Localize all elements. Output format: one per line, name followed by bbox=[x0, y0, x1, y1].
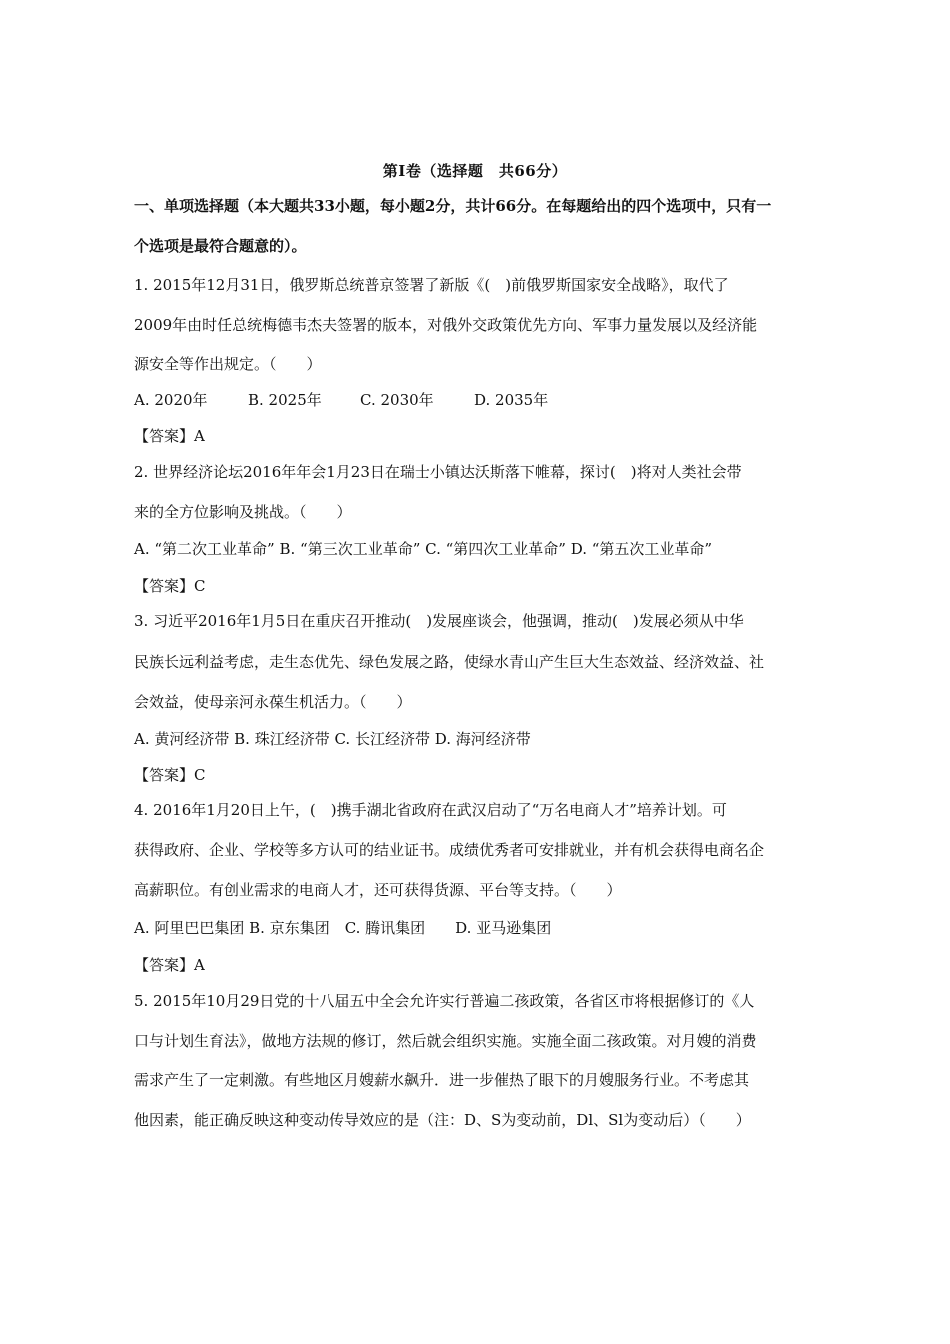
question-5-line-2: 口与计划生育法》，做地方法规的修订，然后就会组织实施。实施全面二孩政策。对月嫂的消费 bbox=[134, 1032, 757, 1050]
question-1-line-2: 2009年由时任总统梅德韦杰夫签署的版本，对俄外交政策优先方向、军事力量发展以及经济能 bbox=[134, 316, 758, 334]
section-instruction-line-2: 个选项是最符合题意的）。 bbox=[134, 237, 307, 255]
question-4-line-3: 高薪职位。有创业需求的电商人才，还可获得货源、平台等支持。（ ） bbox=[134, 881, 622, 899]
question-2-line-2: 来的全方位影响及挑战。（ ） bbox=[134, 503, 352, 521]
question-5-line-1: 5. 2015年10月29日党的十八届五中全会允许实行普遍二孩政策，各省区市将根据修订的《人 bbox=[134, 992, 755, 1010]
question-3-options: A. 黄河经济带 B. 珠江经济带 C. 长江经济带 D. 海河经济带 bbox=[134, 730, 531, 748]
question-5-line-3: 需求产生了一定刺激。有些地区月嫂薪水飙升．进一步催热了眼下的月嫂服务行业。不考虑其 bbox=[134, 1071, 750, 1089]
question-2-options: A. “第二次工业革命” B. “第三次工业革命” C. “第四次工业革命” D. “第五次工业革命” bbox=[134, 540, 713, 558]
question-1-option-a: A. 2020年 bbox=[134, 391, 208, 409]
question-4-line-2: 获得政府、企业、学校等多方认可的结业证书。成绩优秀者可安排就业，并有机会获得电商名企 bbox=[134, 841, 765, 859]
question-3-line-1: 3. 习近平2016年1月5日在重庆召开推动( )发展座谈会，他强调，推动( )发展必须从中华 bbox=[134, 612, 744, 630]
question-4-options: A. 阿里巴巴集团 B. 京东集团 C. 腾讯集团 D. 亚马逊集团 bbox=[134, 919, 552, 937]
question-1-line-3: 源安全等作出规定。（ ） bbox=[134, 355, 322, 373]
question-1-answer: 【答案】A bbox=[134, 427, 205, 445]
question-3-line-3: 会效益，使母亲河永葆生机活力。（ ） bbox=[134, 693, 412, 711]
question-5-line-4: 他因素，能正确反映这种变动传导效应的是（注：D、S为变动前，Dl、Sl为变动后）（ ） bbox=[134, 1111, 751, 1129]
question-4-line-1: 4. 2016年1月20日上午，( )携手湖北省政府在武汉启动了“万名电商人才”培养计划。可 bbox=[134, 801, 727, 819]
question-1-options bbox=[134, 390, 824, 410]
section-instruction-line-1: 一、单项选择题（本大题共33小题，每小题2分，共计66分。在每题给出的四个选项中，只有一 bbox=[134, 197, 772, 215]
question-1-line-1: 1. 2015年12月31日，俄罗斯总统普京签署了新版《( )前俄罗斯国家安全战略》，取代了 bbox=[134, 276, 729, 294]
question-1-option-d: D. 2035年 bbox=[474, 391, 549, 409]
question-3-line-2: 民族长远利益考虑，走生态优先、绿色发展之路，使绿水青山产生巨大生态效益、经济效益、社 bbox=[134, 653, 765, 671]
question-2-answer: 【答案】C bbox=[134, 577, 206, 595]
question-4-answer: 【答案】A bbox=[134, 956, 205, 974]
paper-title: 第Ⅰ卷（选择题 共66分） bbox=[382, 162, 568, 180]
question-1-option-c: C. 2030年 bbox=[360, 391, 434, 409]
question-3-answer: 【答案】C bbox=[134, 766, 206, 784]
question-1-option-b: B. 2025年 bbox=[248, 391, 322, 409]
question-2-line-1: 2. 世界经济论坛2016年年会1月23日在瑞士小镇达沃斯落下帷幕，探讨( )将对人类社会带 bbox=[134, 463, 742, 481]
